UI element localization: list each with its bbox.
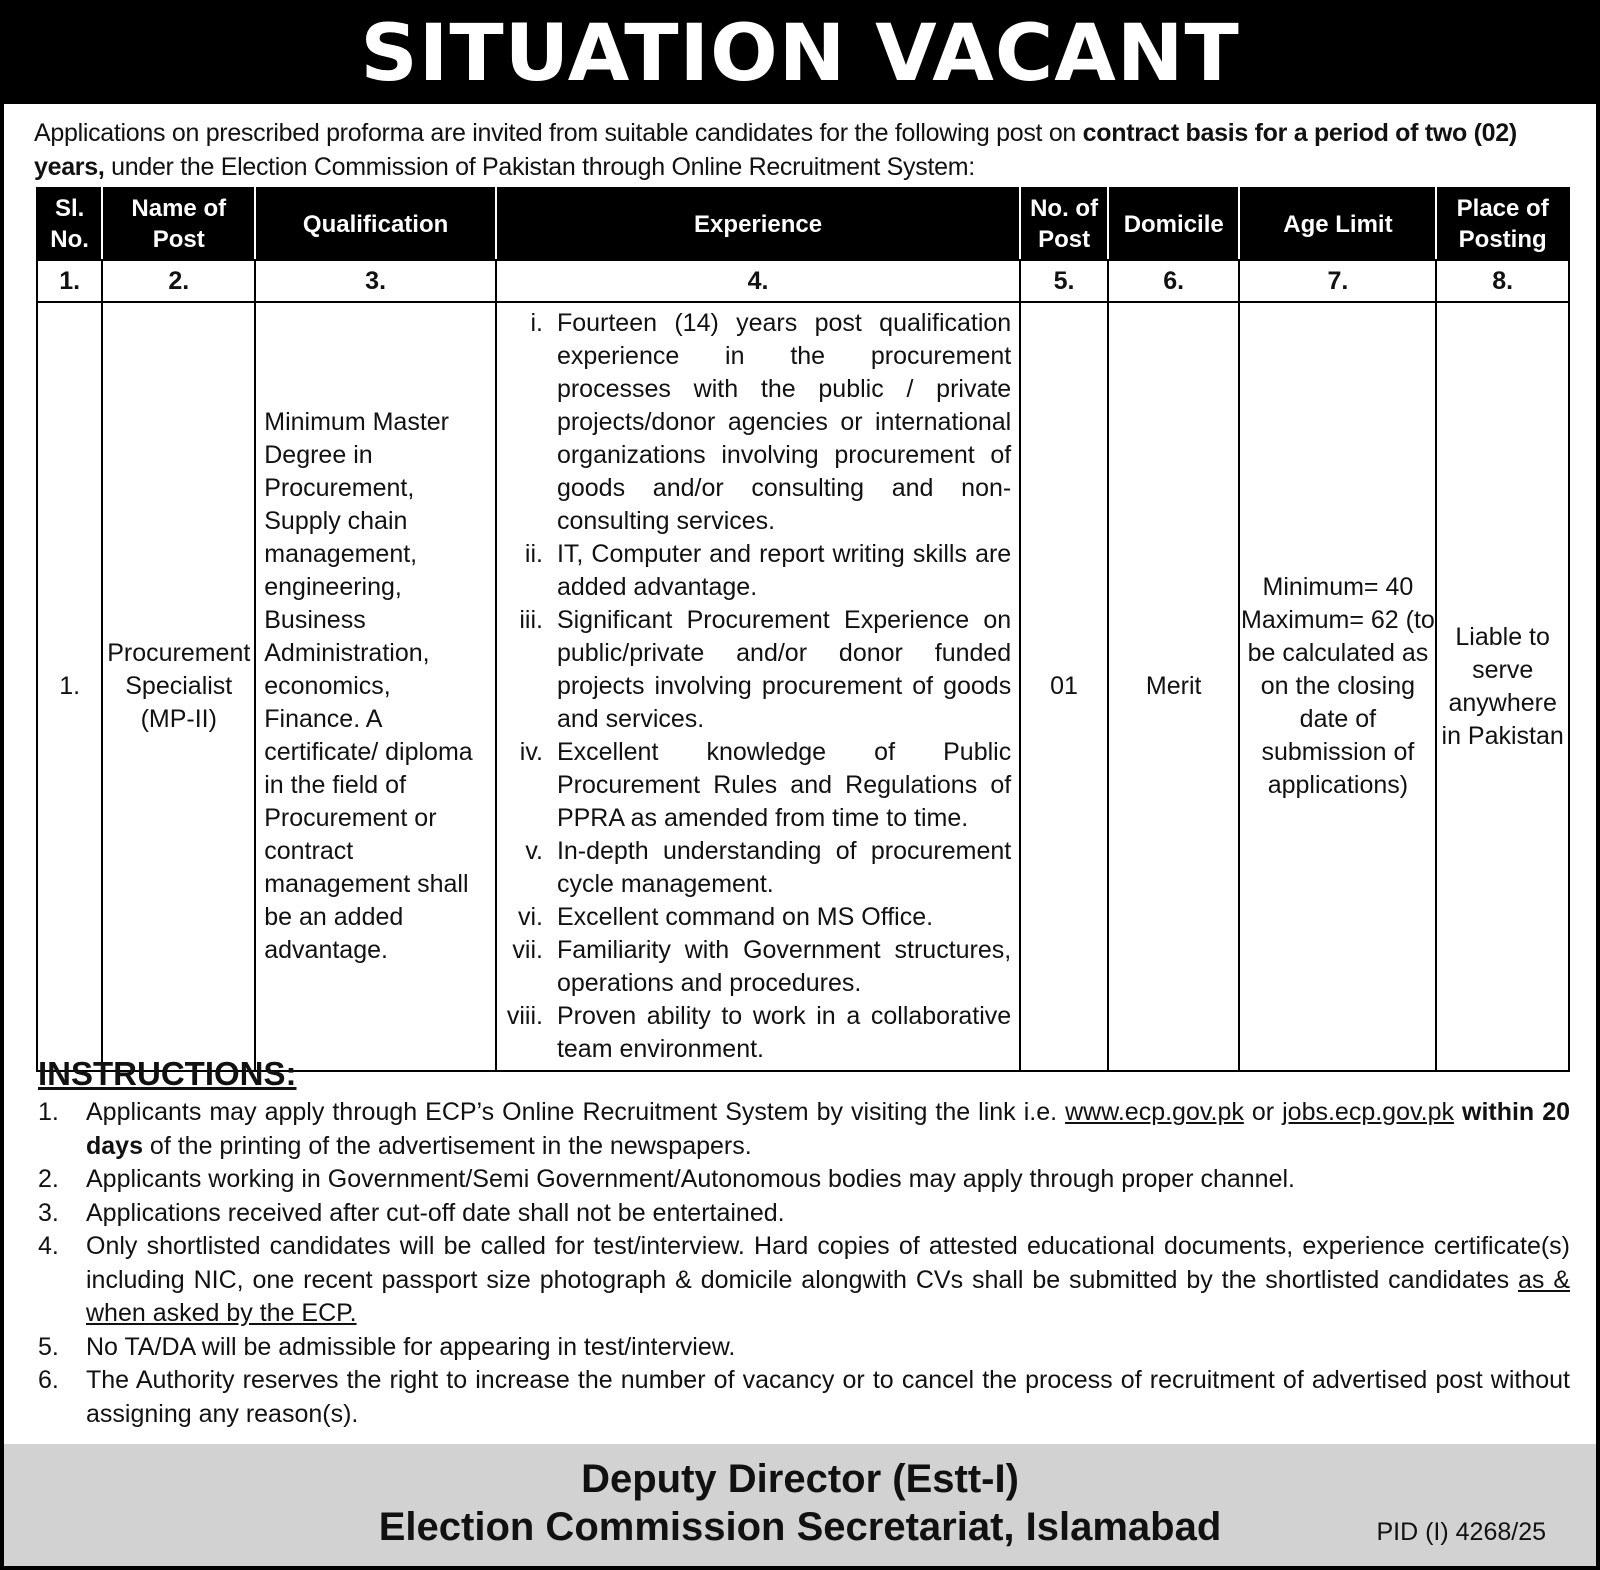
header-domicile: Domicile <box>1108 188 1240 260</box>
title-banner <box>4 4 1596 104</box>
cell-domicile: Merit <box>1108 302 1240 1071</box>
header-no-of-post: No. of Post <box>1020 188 1108 260</box>
intro-text: Applications on prescribed proforma are invited from suitable candidates for the following post on <box>34 119 1083 147</box>
intro-bold-text: contract basis for a period of two (02) years, <box>34 119 1517 181</box>
header-qualification: Qualification <box>255 188 496 260</box>
experience-item: iii. Significant Procurement Experience on public/private and/or donor funded projects involving procurement of goods and services. <box>519 606 1012 733</box>
ecp-website-link[interactable]: www.ecp.gov.pk <box>1065 1098 1244 1126</box>
instruction-item: 5. No TA/DA will be admissible for appearing in test/interview. <box>38 1332 736 1361</box>
footer-designation: Deputy Director (Estt-I) <box>581 1457 1019 1501</box>
column-number: 2. <box>102 260 255 302</box>
instruction-item: 3. Applications received after cut-off date shall not be entertained. <box>38 1198 785 1227</box>
cell-age-limit: Minimum= 40 Maximum= 62 (to be calculated as on the closing date of submission of applications) <box>1239 302 1436 1071</box>
instructions-section <box>38 1056 1570 1431</box>
cell-no-of-post: 01 <box>1020 302 1108 1071</box>
column-number: 1. <box>37 260 102 302</box>
experience-item: iv. Excellent knowledge of Public Procurement Rules and Regulations of PPRA as amended from time to time. <box>519 738 1012 832</box>
instructions-title: INSTRUCTIONS: <box>38 1055 297 1092</box>
column-number-row <box>37 260 1569 302</box>
column-number: 6. <box>1108 260 1240 302</box>
column-number: 8. <box>1436 260 1569 302</box>
instruction-item: 6. The Authority reserves the right to increase the number of vacancy or to cancel the process of recruitment of advertised post without assigning any reason(s). <box>38 1366 1570 1428</box>
header-name-of-post: Name of Post <box>102 188 255 260</box>
cell-sl-no: 1. <box>37 302 102 1071</box>
instruction-item: 2. Applicants working in Government/Semi Government/Autonomous bodies may apply through proper channel. <box>38 1165 1295 1193</box>
experience-item: viii. Proven ability to work in a collaborative team environment. <box>506 1002 1012 1063</box>
instructions-list <box>38 1096 1570 1431</box>
page-title: SITUATION VACANT <box>360 9 1240 99</box>
column-number: 4. <box>496 260 1020 302</box>
header-age-limit: Age Limit <box>1239 188 1436 260</box>
instruction-item: 4. Only shortlisted candidates will be called for test/interview. Hard copies of attested educational documents, experience certificate(s) including NIC, one recent passport size photograph & domicile alongwith CVs shall be submitted by the shortlisted candidates as & when asked by the ECP. <box>38 1232 1570 1327</box>
cell-place-of-posting: Liable to serve anywhere in Pakistan <box>1436 302 1569 1071</box>
footer-organization: Election Commission Secretariat, Islamabad <box>378 1505 1222 1549</box>
cell-qualification: Minimum Master Degree in Procurement, Supply chain management, engineering, Business Administration, economics, Finance. A certificate/ diploma in the field of Procurement or contract management shall be an added advantage. <box>255 302 496 1071</box>
intro-paragraph <box>4 104 1596 184</box>
footer <box>4 1444 1596 1566</box>
experience-item: v. In-depth understanding of procurement cycle management. <box>525 837 1012 898</box>
experience-list <box>501 307 1011 1066</box>
ecp-jobs-link[interactable]: jobs.ecp.gov.pk <box>1282 1098 1454 1126</box>
header-sl-no: Sl. No. <box>37 188 102 260</box>
instruction-item: 1. Applicants may apply through ECP’s Online Recruitment System by visiting the link i.e. www.ecp.gov.pk or jobs.ecp.gov.pk within 20 days of the printing of the advertisement in the newspapers. <box>38 1098 1571 1160</box>
experience-item: ii. IT, Computer and report writing skills are added advantage. <box>524 540 1012 601</box>
column-number: 5. <box>1020 260 1108 302</box>
intro-text-end: under the Election Commission of Pakistan through Online Recruitment System: <box>104 153 975 181</box>
cell-post-name: Procurement Specialist (MP-II) <box>102 302 255 1071</box>
header-experience: Experience <box>496 188 1020 260</box>
vacancy-table <box>36 187 1570 1072</box>
column-number: 7. <box>1239 260 1436 302</box>
pid-number: PID (I) 4268/25 <box>1376 1518 1546 1546</box>
table-header-row <box>37 188 1569 260</box>
cell-experience <box>496 302 1020 1071</box>
experience-item: vi. Excellent command on MS Office. <box>517 903 934 931</box>
header-place-of-posting: Place of Posting <box>1436 188 1569 260</box>
column-number: 3. <box>255 260 496 302</box>
experience-item: i. Fourteen (14) years post qualification experience in the procurement processes with the public / private projects/donor agencies or international organizations involving procurement of goods and/or consulting and non-consulting services. <box>530 309 1012 535</box>
table-row <box>37 302 1569 1071</box>
experience-item: vii. Familiarity with Government structures, operations and procedures. <box>512 936 1012 997</box>
